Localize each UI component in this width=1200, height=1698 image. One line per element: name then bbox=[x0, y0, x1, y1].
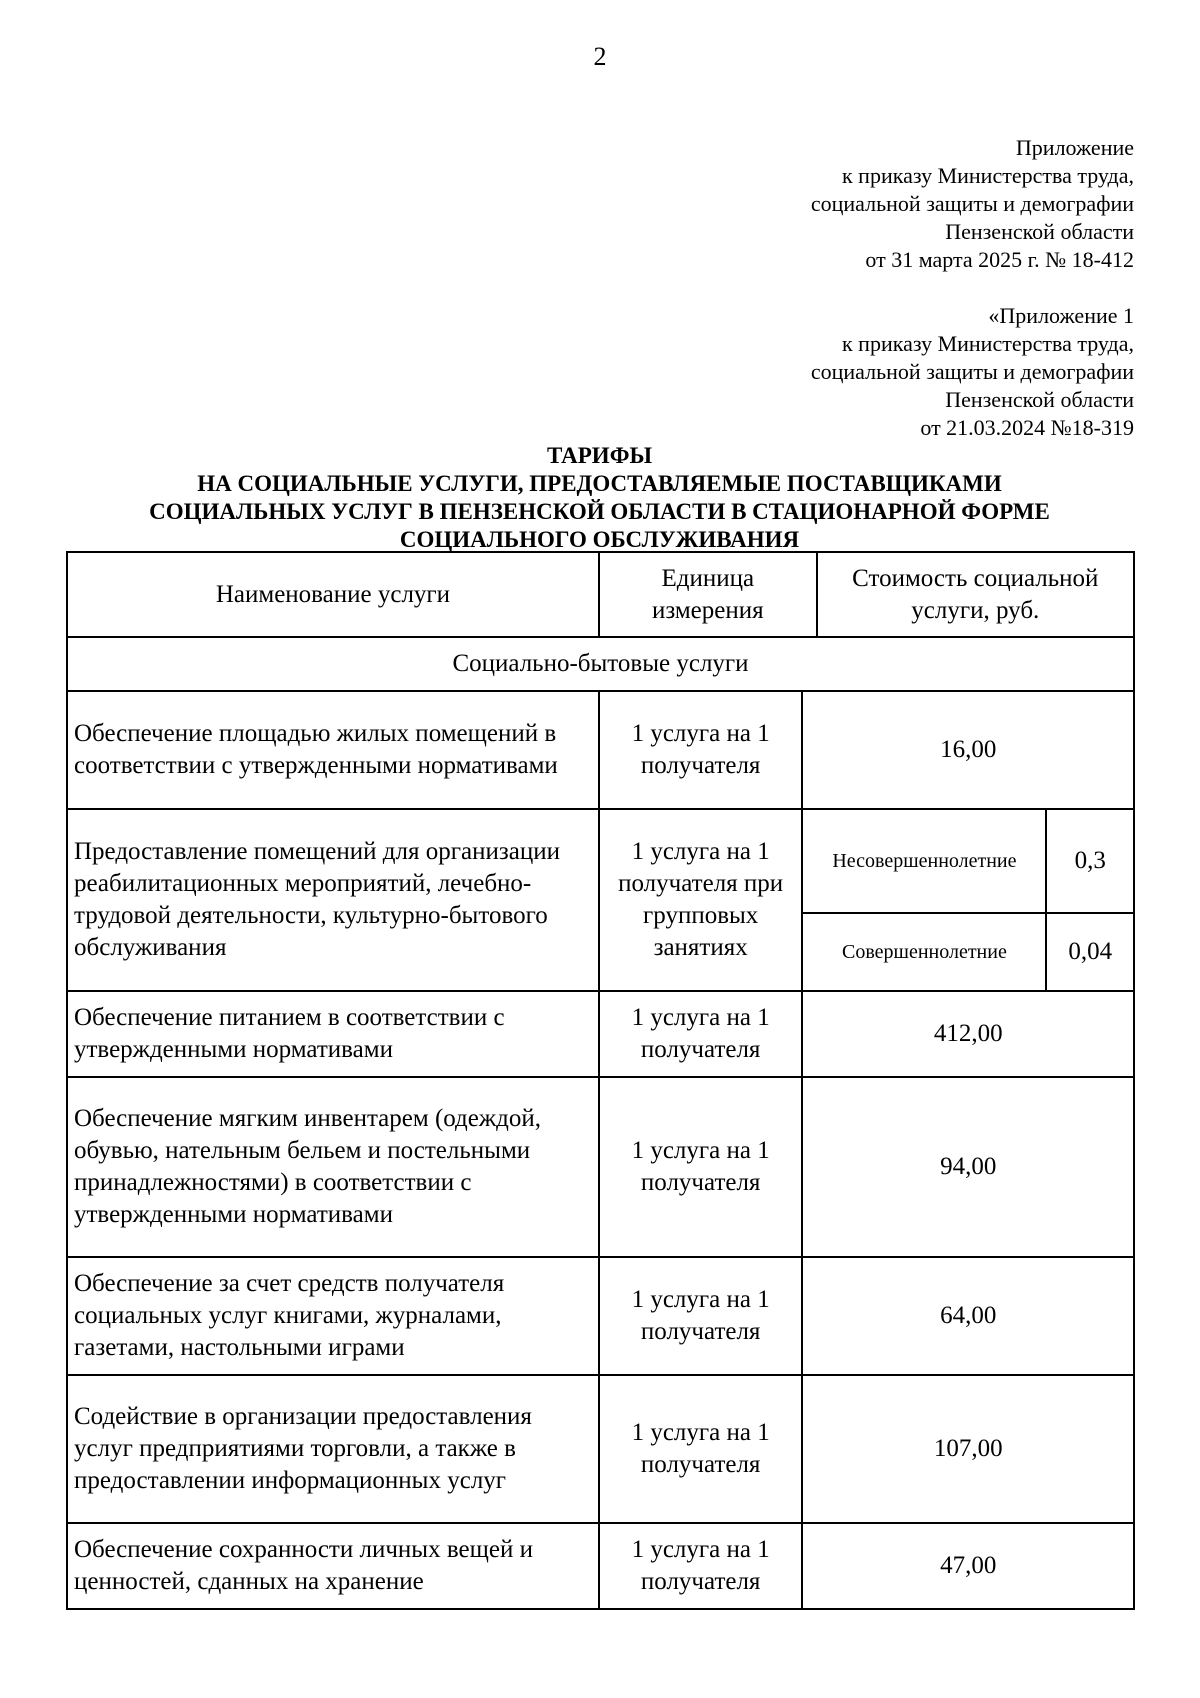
table-row bbox=[67, 809, 1134, 913]
table-row bbox=[67, 991, 1134, 1077]
tariffs-table bbox=[66, 551, 1135, 1610]
annex-current bbox=[534, 134, 1134, 274]
document-title-line: НА СОЦИАЛЬНЫЕ УСЛУГИ, ПРЕДОСТАВЛЯЕМЫЕ ПОСТАВЩИКАМИ bbox=[197, 471, 1002, 496]
service-unit: 1 услуга на 1 получателя bbox=[599, 1077, 802, 1257]
service-cost: 107,00 bbox=[802, 1375, 1134, 1523]
annex-previous-line: Пензенской области bbox=[945, 387, 1134, 412]
document-title-line: СОЦИАЛЬНЫХ УСЛУГ В ПЕНЗЕНСКОЙ ОБЛАСТИ В СТАЦИОНАРНОЙ ФОРМЕ bbox=[149, 499, 1050, 524]
annex-previous bbox=[534, 302, 1134, 442]
service-name: Обеспечение питанием в соответствии с утвержденными нормативами bbox=[67, 991, 599, 1077]
document-title-line: СОЦИАЛЬНОГО ОБСЛУЖИВАНИЯ bbox=[399, 527, 800, 552]
section-row bbox=[67, 637, 1134, 691]
service-unit: 1 услуга на 1 получателя bbox=[599, 1375, 802, 1523]
table-row bbox=[67, 1375, 1134, 1523]
service-cost: 47,00 bbox=[802, 1523, 1134, 1609]
service-unit: 1 услуга на 1 получателя bbox=[599, 991, 802, 1077]
annex-current-line: к приказу Министерства труда, bbox=[841, 163, 1134, 188]
service-unit: 1 услуга на 1 получателя bbox=[599, 1257, 802, 1375]
annex-previous-line: от 21.03.2024 №18-319 bbox=[920, 415, 1134, 440]
table-row bbox=[67, 691, 1134, 809]
service-unit: 1 услуга на 1 получателя bbox=[599, 691, 802, 809]
service-cost: 64,00 bbox=[802, 1257, 1134, 1375]
service-unit: 1 услуга на 1 получателя при групповых занятиях bbox=[599, 809, 802, 991]
service-cost-minors: 0,3 bbox=[1046, 809, 1134, 913]
service-cost: 16,00 bbox=[802, 691, 1134, 809]
annex-previous-line: к приказу Министерства труда, bbox=[841, 331, 1134, 356]
category-minors: Несовершеннолетние bbox=[802, 809, 1046, 913]
header-service-name: Наименование услуги bbox=[67, 552, 599, 637]
category-adults: Совершеннолетние bbox=[802, 913, 1046, 991]
annex-current-line: от 31 марта 2025 г. № 18-412 bbox=[865, 247, 1134, 272]
table-row bbox=[67, 1257, 1134, 1375]
header-cost: Стоимость социальной услуги, руб. bbox=[817, 552, 1134, 637]
annex-current-line: Приложение bbox=[1015, 135, 1134, 160]
table-row bbox=[67, 1523, 1134, 1609]
service-name: Содействие в организации предоставления услуг предприятиями торговли, а также в предоставлении информационных услуг bbox=[67, 1375, 599, 1523]
document-title-line: ТАРИФЫ bbox=[546, 443, 653, 468]
annex-current-line: Пензенской области bbox=[945, 219, 1134, 244]
page-number: 2 bbox=[593, 42, 607, 71]
document-title bbox=[66, 442, 1133, 554]
service-cost: 94,00 bbox=[802, 1077, 1134, 1257]
service-name: Обеспечение за счет средств получателя социальных услуг книгами, журналами, газетами, настольными играми bbox=[67, 1257, 599, 1375]
service-name: Обеспечение площадью жилых помещений в соответствии с утвержденными нормативами bbox=[67, 691, 599, 809]
annex-previous-line: «Приложение 1 bbox=[988, 303, 1134, 328]
service-unit: 1 услуга на 1 получателя bbox=[599, 1523, 802, 1609]
service-cost: 412,00 bbox=[802, 991, 1134, 1077]
table-row bbox=[67, 1077, 1134, 1257]
service-name: Обеспечение мягким инвентарем (одеждой, обувью, нательным бельем и постельными принадлежностями) в соответствии с утвержденными нормативами bbox=[67, 1077, 599, 1257]
service-name: Предоставление помещений для организации реабилитационных мероприятий, лечебно-трудовой деятельности, культурно-бытового обслуживания bbox=[67, 809, 599, 991]
annex-previous-line: социальной защиты и демографии bbox=[810, 359, 1134, 384]
header-unit: Единица измерения bbox=[599, 552, 817, 637]
section-title: Социально-бытовые услуги bbox=[67, 637, 1134, 691]
service-name: Обеспечение сохранности личных вещей и ценностей, сданных на хранение bbox=[67, 1523, 599, 1609]
table-header-row bbox=[67, 552, 1134, 637]
annex-current-line: социальной защиты и демографии bbox=[810, 191, 1134, 216]
service-cost-adults: 0,04 bbox=[1046, 913, 1134, 991]
